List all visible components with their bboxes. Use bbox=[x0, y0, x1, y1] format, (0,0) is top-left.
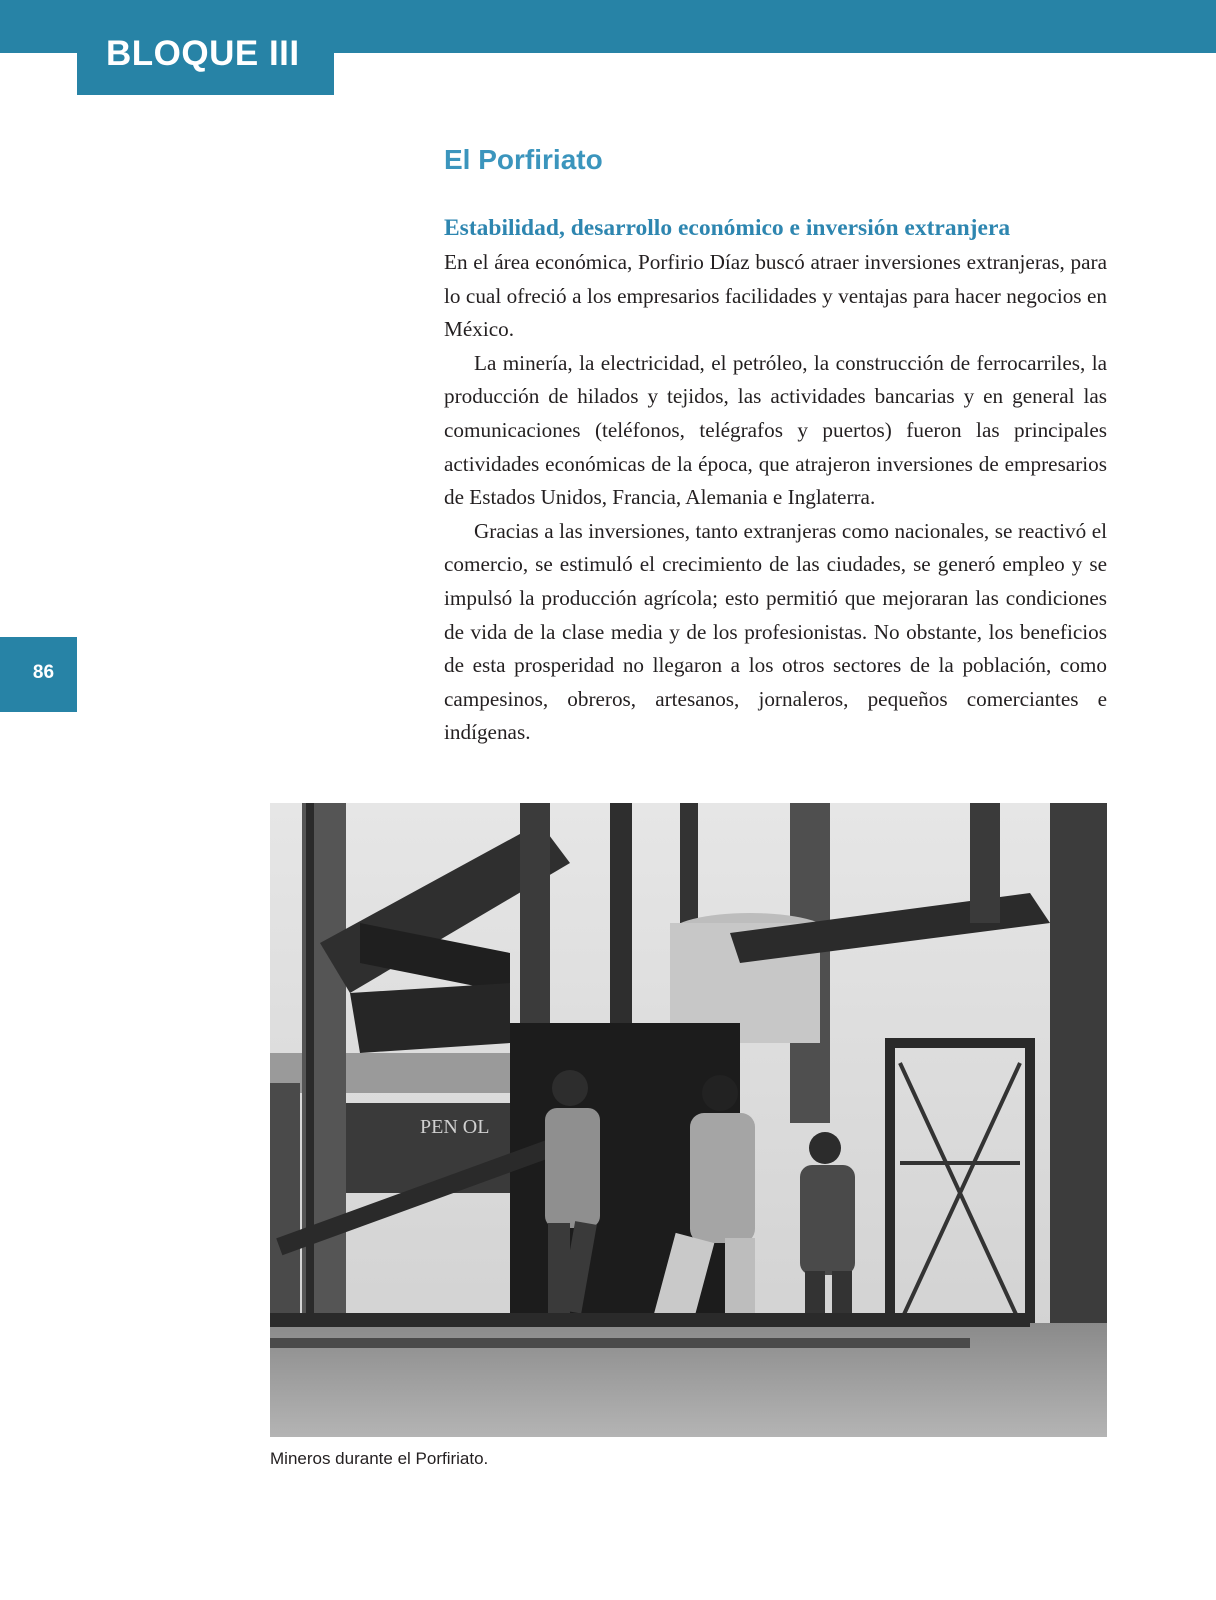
section-subtitle: Estabilidad, desarrollo económico e inversión extranjera bbox=[444, 215, 1011, 241]
figure-caption: Mineros durante el Porfiriato. bbox=[270, 1449, 489, 1468]
bloque-label: BLOQUE III bbox=[106, 34, 300, 73]
section-title: El Porfiriato bbox=[444, 144, 603, 175]
miners-photo bbox=[270, 803, 1107, 1437]
body-text bbox=[444, 246, 1107, 750]
paragraph-3: Gracias a las inversiones, tanto extranjeras como nacionales, se reactivó el comercio, se estimuló el crecimiento de las ciudades, se generó empleo y se impulsó la producción agrícola; esto permitió que mejoraran las condiciones de vida de la clase media y de los profesionistas. No obstante, los beneficios de esta prosperidad no llegaron a los otros sectores de la población, como campesinos, obreros, artesanos, jornaleros, pequeños comerciantes e indígenas. bbox=[444, 518, 1107, 745]
railcar-sign-text: PEN OL bbox=[420, 1116, 490, 1138]
paragraph-2: La minería, la electricidad, el petróleo, la construcción de ferrocarriles, la producción de hilados y tejidos, las actividades bancarias y en general las comunicaciones (teléfonos, telégrafos y puertos) fueron las principales actividades económicas de la época, que atrajeron inversiones de empresarios de Estados Unidos, Francia, Alemania e Inglaterra. bbox=[444, 350, 1107, 510]
page-number: 86 bbox=[32, 662, 55, 683]
paragraph-1: En el área económica, Porfirio Díaz buscó atraer inversiones extranjeras, para lo cual ofreció a los empresarios facilidades y ventajas para hacer negocios en México. bbox=[444, 250, 1107, 342]
